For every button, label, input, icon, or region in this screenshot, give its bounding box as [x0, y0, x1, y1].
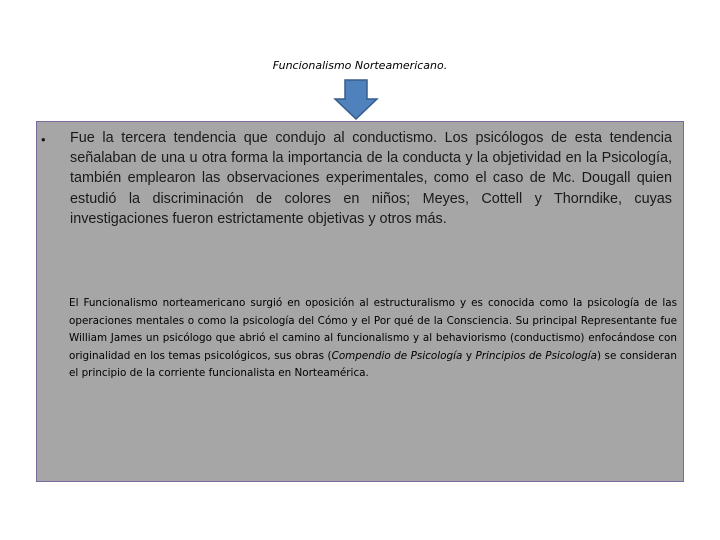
paragraph-text-part2: y [462, 349, 476, 362]
paragraph-functionalism-intro: Fue la tercera tendencia que condujo al conductismo. Los psicólogos de esta tendencia señalaban de una u otra forma la importancia de la conducta y la objetividad en la Psicología, también emplearon las observaciones experimentales, como el caso de Mc. Dougall quien estudió la discriminación de colores en niños; Meyes, Cottell y Thorndike, cuyas investigaciones fueron estrictamente objetivas y otros más. [70, 130, 672, 227]
down-arrow-shape [335, 80, 377, 119]
work-title-principios: Principios de Psicología [475, 349, 598, 362]
bullet-marker: • [41, 132, 46, 147]
down-arrow-icon [333, 79, 379, 121]
paragraph-text-part3: ) se consideran el principio de la corriente funcionalista en Norteamérica. [69, 349, 678, 380]
paragraph-text-part1: El Funcionalismo norteamericano surgió en oposición al estructuralismo y es conocida como la psicología de las operaciones mentales o como la psicología del Cómo y el Por qué de la Consciencia. Su principal Representante fue William James un psicólogo que abrió el camino al funcionalismo y al behaviorismo (conductismo) enfocándose con originalidad en los temas psicológicos, sus obras ( [69, 297, 677, 362]
content-panel [36, 121, 684, 482]
work-title-compendio: Compendio de Psicología [331, 349, 463, 362]
slide-title: Funcionalismo Norteamericano. [272, 59, 448, 72]
paragraph-functionalism-detail [69, 295, 677, 383]
